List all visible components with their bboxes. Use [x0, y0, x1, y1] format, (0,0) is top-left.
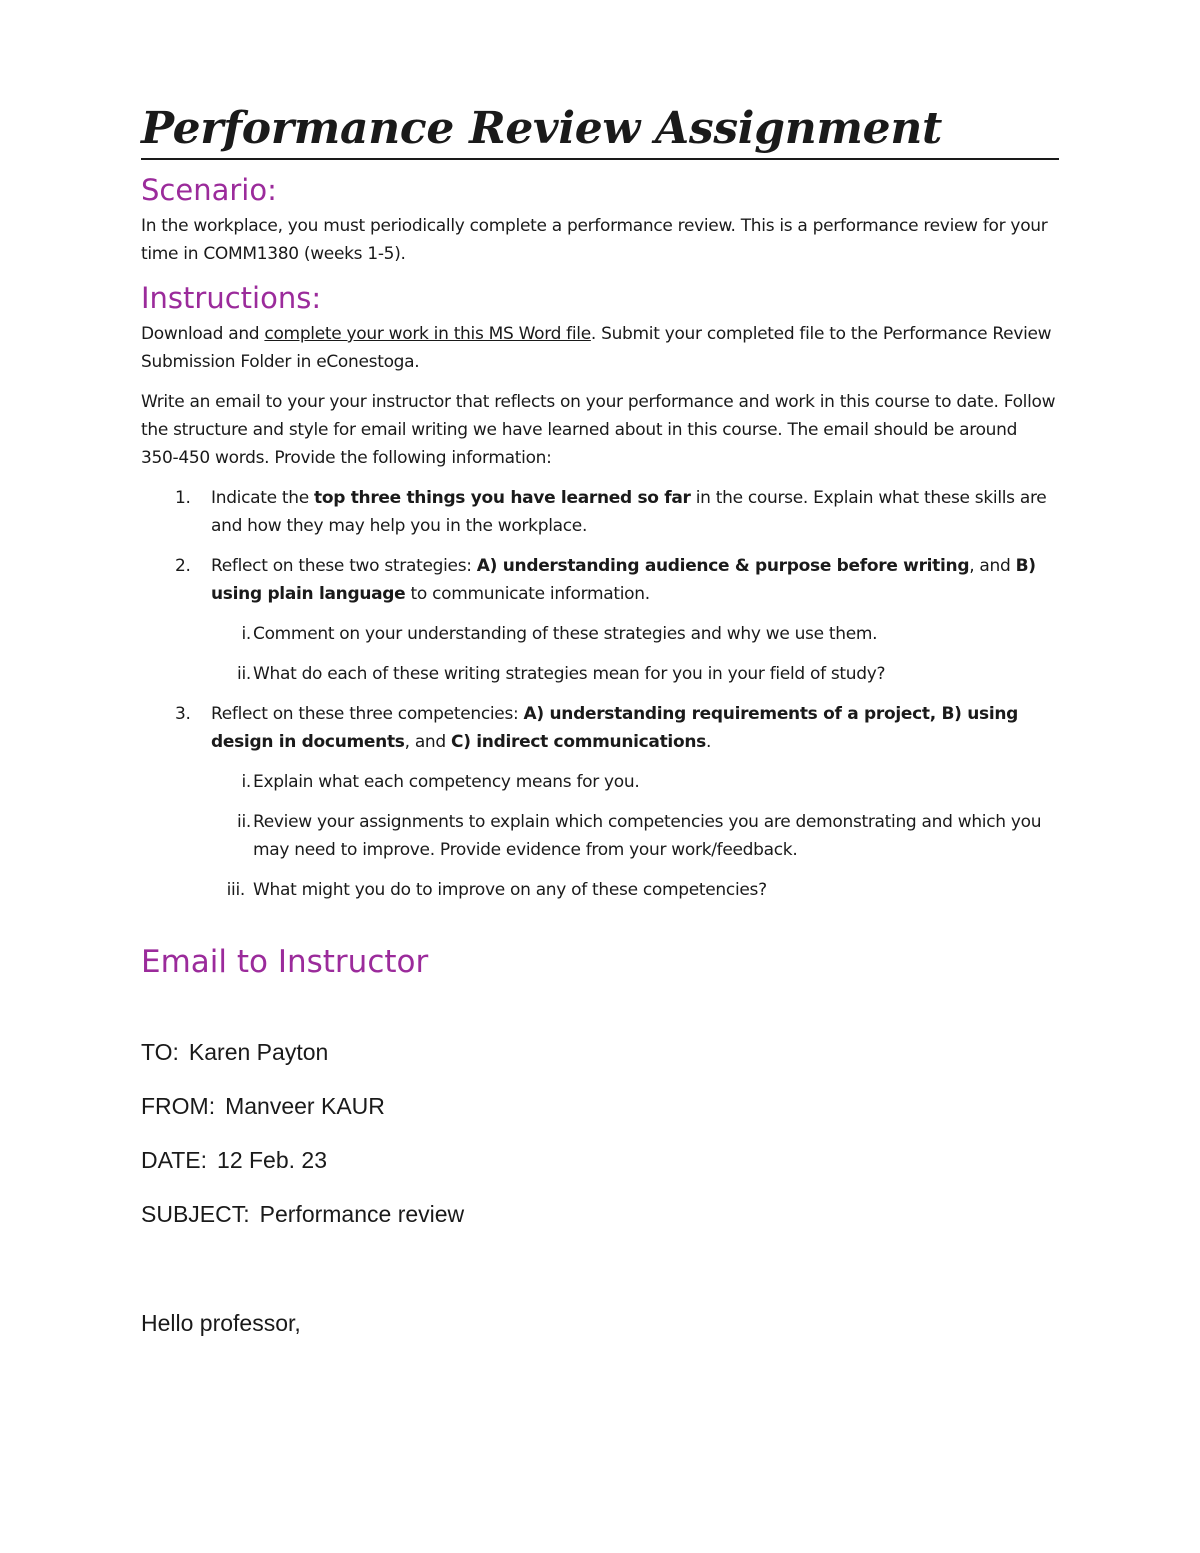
sub-list-item — [211, 660, 1059, 688]
instructions-paragraph-email: Write an email to your your instructor that reflects on your performance and work in this course to date. Follow the structure and style for email writing we have learned about in this course. The email should be around 350-450 words. Provide the following information: — [141, 392, 1056, 468]
list-number: 3. — [175, 704, 191, 724]
subject-label: SUBJECT: — [141, 1201, 250, 1227]
item-bold-text: top three things you have learned so far — [314, 488, 691, 508]
sub-list — [211, 768, 1059, 904]
item-bold-text: A) understanding requirements of a project, B) using design in documents — [211, 704, 1019, 752]
document-title: Performance Review Assignment — [141, 100, 1059, 160]
sub-list-item — [211, 620, 1059, 648]
subject-value: Performance review — [259, 1201, 465, 1227]
instructions-list — [141, 484, 1059, 904]
item-text: Reflect on these three competencies: — [211, 704, 524, 724]
item-text: , and — [404, 732, 452, 752]
email-heading: Email to Instructor — [141, 944, 429, 980]
document-content — [141, 100, 1059, 1337]
date-label: DATE: — [141, 1147, 208, 1173]
roman-number: ii. — [237, 812, 251, 832]
list-item-2 — [141, 552, 1059, 688]
sub-item-text: What might you do to improve on any of these competencies? — [253, 880, 767, 900]
sub-item-text: Comment on your understanding of these strategies and why we use them. — [253, 624, 878, 644]
instructions-heading: Instructions: — [141, 281, 322, 315]
scenario-text: In the workplace, you must periodically complete a performance review. This is a performance review for your time in COMM1380 (weeks 1-5). — [141, 216, 1048, 264]
email-subject-field — [141, 1200, 1059, 1254]
item-text: to communicate information. — [405, 584, 650, 604]
download-text-before: Download and — [141, 324, 265, 344]
from-value: Manveer KAUR — [225, 1093, 385, 1119]
date-value: 12 Feb. 23 — [217, 1147, 327, 1173]
scenario-heading: Scenario: — [141, 173, 277, 207]
list-item-1 — [141, 484, 1059, 540]
sub-list — [211, 620, 1059, 688]
sub-list-item — [211, 876, 1059, 904]
to-label: TO: — [141, 1039, 179, 1065]
sub-item-text: What do each of these writing strategies mean for you in your field of study? — [253, 664, 886, 684]
email-date-field — [141, 1146, 1059, 1200]
download-text-after: . Submit your completed file to the Performance Review Submission Folder in eConestoga. — [141, 324, 1052, 372]
word-file-link[interactable]: complete your work in this MS Word file — [264, 324, 591, 344]
to-value: Karen Payton — [188, 1039, 329, 1065]
list-number: 1. — [175, 488, 191, 508]
email-from-field — [141, 1092, 1059, 1146]
item-text: , and — [969, 556, 1016, 576]
from-label: FROM: — [141, 1093, 216, 1119]
item-text: . — [705, 732, 712, 752]
sub-item-text: Explain what each competency means for you. — [253, 772, 640, 792]
roman-number: iii. — [226, 880, 245, 900]
item-bold-text: C) indirect communications — [451, 732, 706, 752]
list-number: 2. — [175, 556, 191, 576]
email-to-field — [141, 1038, 1059, 1092]
email-block — [141, 1038, 1059, 1337]
roman-number: i. — [241, 624, 251, 644]
item-text: Reflect on these two strategies: — [211, 556, 477, 576]
roman-number: ii. — [237, 664, 251, 684]
item-bold-text: A) understanding audience & purpose before writing — [476, 556, 970, 576]
email-greeting: Hello professor, — [141, 1310, 301, 1336]
item-text: Indicate the — [211, 488, 314, 508]
list-item-3 — [141, 700, 1059, 904]
instructions-paragraph-download — [141, 320, 1059, 376]
item-bold-text: B) using plain language — [211, 556, 1036, 604]
item-text: in the course. Explain what these skills are and how they may help you in the workplace. — [211, 488, 1047, 536]
sub-list-item — [211, 808, 1059, 864]
roman-number: i. — [241, 772, 251, 792]
sub-item-text: Review your assignments to explain which competencies you are demonstrating and which you may need to improve. Provide evidence from your work/feedback. — [253, 812, 1042, 860]
sub-list-item — [211, 768, 1059, 796]
